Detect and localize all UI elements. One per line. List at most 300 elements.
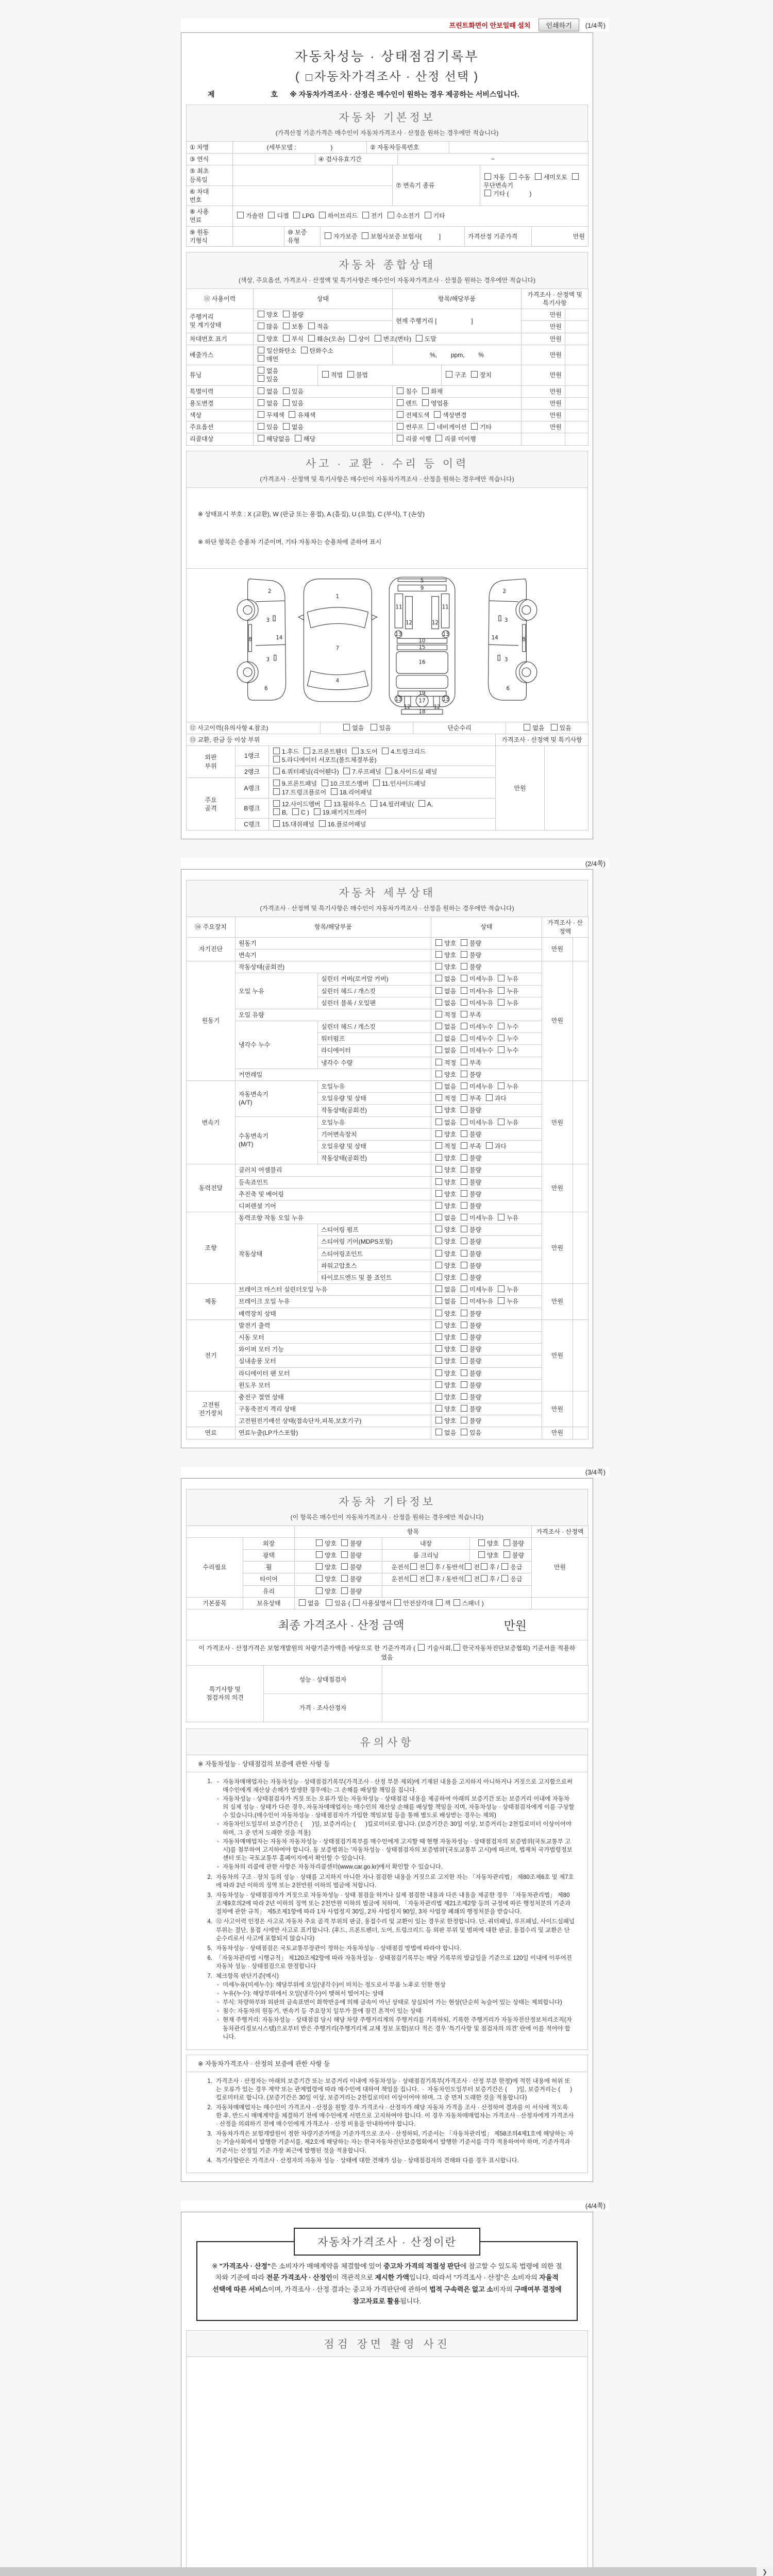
checkbox-icon[interactable] <box>435 987 442 994</box>
checkbox-icon[interactable] <box>461 1059 467 1065</box>
form-cell <box>565 409 589 421</box>
checkbox-icon[interactable] <box>524 724 530 731</box>
checkbox-icon[interactable] <box>435 1130 442 1137</box>
checkbox-icon[interactable] <box>435 1285 442 1292</box>
checkbox-icon[interactable] <box>435 1071 442 1077</box>
checkbox-icon[interactable] <box>397 411 404 418</box>
page-strip-2 <box>181 858 609 868</box>
checkbox-icon[interactable] <box>362 212 369 218</box>
checkbox-icon[interactable] <box>435 999 442 1006</box>
form-cell: 없음 미세누유 누유 <box>431 1296 542 1308</box>
checkbox-icon[interactable] <box>418 800 425 807</box>
checkbox-icon[interactable] <box>435 1094 442 1101</box>
checkbox-icon[interactable] <box>484 173 491 180</box>
checkbox-icon[interactable] <box>478 1551 485 1558</box>
form-cell: 가솔린 디젤 LPG 하이브리드 전기 수소전기 기타 <box>233 206 589 226</box>
checkbox-icon[interactable] <box>461 1250 467 1257</box>
diagram-part-number: 6 <box>264 686 268 692</box>
form-cell: 디퍼렌셜 기어 <box>236 1200 431 1212</box>
scrollbar-thumb[interactable] <box>0 2567 757 2576</box>
checkbox-icon[interactable] <box>461 1262 467 1268</box>
checkbox-icon[interactable] <box>461 1166 467 1173</box>
checkbox-icon[interactable] <box>435 1250 442 1257</box>
checkbox-icon[interactable] <box>341 1563 348 1570</box>
checkbox-icon[interactable] <box>435 1333 442 1340</box>
form-cell: 리콜대상 <box>187 433 254 445</box>
checkbox-icon[interactable] <box>435 1106 442 1113</box>
checkbox-icon[interactable] <box>461 1035 467 1041</box>
checkbox-icon[interactable] <box>319 820 326 827</box>
checkbox-icon[interactable] <box>306 74 312 81</box>
checkbox-icon[interactable] <box>481 1575 488 1582</box>
checkbox-icon[interactable] <box>258 423 264 430</box>
checkbox-icon[interactable] <box>461 1345 467 1352</box>
checkbox-icon[interactable] <box>273 788 280 795</box>
checkbox-icon[interactable] <box>461 987 467 994</box>
checkbox-icon[interactable] <box>435 1393 442 1400</box>
print-button[interactable]: 인쇄하기 <box>539 19 579 31</box>
form-cell <box>233 154 315 165</box>
checkbox-icon[interactable] <box>289 411 295 418</box>
diagram-part-number: 12 <box>432 620 439 626</box>
checkbox-icon[interactable] <box>322 779 328 786</box>
notice-block-2 <box>186 2055 588 2173</box>
form-cell: ① 차명 <box>187 142 233 154</box>
checkbox-icon[interactable] <box>446 371 452 378</box>
form-cell: 실린더 커버(로커암 커버) <box>318 973 431 985</box>
checkbox-icon[interactable] <box>461 1094 467 1101</box>
checkbox-icon[interactable] <box>258 347 264 353</box>
form-cell <box>382 1693 589 1722</box>
checkbox-icon[interactable] <box>461 1274 467 1280</box>
form-cell: ⑩ 보증 유형 <box>284 226 321 246</box>
checkbox-icon[interactable] <box>461 999 467 1006</box>
checkbox-icon[interactable] <box>341 1539 348 1546</box>
checkbox-icon[interactable] <box>397 387 404 394</box>
form-cell: 타이어 <box>243 1573 295 1585</box>
form-cell <box>233 185 393 206</box>
checkbox-icon[interactable] <box>461 1202 467 1209</box>
checkbox-icon[interactable] <box>461 1393 467 1400</box>
checkbox-icon[interactable] <box>394 1599 401 1606</box>
checkbox-icon[interactable] <box>501 1575 508 1582</box>
checkbox-icon[interactable] <box>258 335 264 342</box>
checkbox-icon[interactable] <box>435 963 442 970</box>
checkbox-icon[interactable] <box>435 975 442 981</box>
form-cell: 휠 <box>243 1562 295 1573</box>
checkbox-icon[interactable] <box>435 1190 442 1197</box>
form-cell: 윈도우 모터 <box>236 1379 431 1391</box>
checkbox-icon[interactable] <box>498 987 505 994</box>
checkbox-icon[interactable] <box>481 1563 488 1570</box>
checkbox-icon[interactable] <box>283 323 290 329</box>
checkbox-icon[interactable] <box>258 375 264 382</box>
checkbox-icon[interactable] <box>461 1369 467 1376</box>
checkbox-icon[interactable] <box>461 1321 467 1328</box>
form-cell: 만원 <box>522 397 565 409</box>
status-code-note-1: ※ 상태표시 부호 : X (교환), W (판금 또는 용접), A (흠집), U (요철), C (부식), T (손상) <box>198 510 425 518</box>
form-cell <box>565 385 589 397</box>
checkbox-icon[interactable] <box>498 975 505 981</box>
checkbox-icon[interactable] <box>435 1011 442 1018</box>
checkbox-icon[interactable] <box>283 311 290 317</box>
checkbox-icon[interactable] <box>426 1575 433 1582</box>
checkbox-icon[interactable] <box>273 779 280 786</box>
checkbox-icon[interactable] <box>461 1285 467 1292</box>
checkbox-icon[interactable] <box>341 1587 348 1594</box>
checkbox-icon[interactable] <box>422 399 429 406</box>
checkbox-icon[interactable] <box>435 1178 442 1185</box>
checkbox-icon[interactable] <box>316 1575 323 1582</box>
checkbox-icon[interactable] <box>435 1118 442 1125</box>
checkbox-icon[interactable] <box>273 748 280 754</box>
checkbox-icon[interactable] <box>258 323 264 329</box>
form-cell: 수리필요 <box>187 1537 243 1597</box>
form-cell: 고전원 전기장치 <box>187 1391 236 1427</box>
checkbox-icon[interactable] <box>461 1238 467 1244</box>
checkbox-icon[interactable] <box>301 347 308 353</box>
checkbox-icon[interactable] <box>347 371 354 378</box>
checkbox-icon[interactable] <box>435 1035 442 1041</box>
checkbox-icon[interactable] <box>461 939 467 946</box>
form-cell: 양호 불량 <box>431 961 542 973</box>
checkbox-icon[interactable] <box>371 800 377 807</box>
checkbox-icon[interactable] <box>436 1599 443 1606</box>
final-price-unit: 만원 <box>503 1618 527 1632</box>
notice-item: 4. ⑫ 사고이력 인정은 사고로 자동차 주요 골격 부위의 판금, 용접수리 및 교환이 있는 경우로 한정합니다. 단, 쿼터패널, 루프패널, 사이드실패널 부위는 절단, 용접 시에만 사고로 표기합니다. (후드, 프론트펜더, 도어, 트렁크리드 등 외판 부위 및 범퍼에 대한 판금, 용접수리 및 교환은 단순수리로서 사고에 포함되지 않습니다) <box>207 1919 577 1942</box>
checkbox-icon[interactable] <box>461 1417 467 1423</box>
checkbox-icon[interactable] <box>435 1226 442 1232</box>
checkbox-icon[interactable] <box>258 411 264 418</box>
checkbox-icon[interactable] <box>258 355 264 362</box>
checkbox-icon[interactable] <box>304 748 310 754</box>
form-cell: 파워고압호스 <box>318 1260 431 1272</box>
checkbox-icon[interactable] <box>435 1357 442 1364</box>
checkbox-icon[interactable] <box>273 756 280 762</box>
checkbox-icon[interactable] <box>435 1166 442 1173</box>
form-cell: 변속기 <box>236 949 431 961</box>
checkbox-icon[interactable] <box>435 1321 442 1328</box>
checkbox-icon[interactable] <box>435 1202 442 1209</box>
checkbox-icon[interactable] <box>435 1274 442 1280</box>
section-title: 자동차 기본정보 <box>339 112 435 124</box>
checkbox-icon[interactable] <box>385 768 392 774</box>
form-table <box>186 1665 589 1722</box>
section-subtitle: (색상, 주요옵션, 가격조사 · 산정액 및 특기사항은 매수인이 자동차가격조사 · 산정을 원하는 경우에만 적습니다) <box>238 276 536 284</box>
checkbox-icon[interactable] <box>461 951 467 958</box>
checkbox-icon[interactable] <box>498 999 505 1006</box>
checkbox-icon[interactable] <box>435 1262 442 1268</box>
diagram-part-number: 17 <box>418 698 426 704</box>
form-cell: 양호 불량 <box>295 1550 382 1562</box>
form-cell: ⑦ 변속기 종류 <box>393 165 480 206</box>
notice-block-title: ※ 자동차성능 · 상태점검의 보증에 관한 사항 등 <box>186 1755 588 1772</box>
horizontal-scrollbar[interactable] <box>0 2567 773 2576</box>
form-cell: 만원 <box>542 1164 573 1212</box>
checkbox-icon[interactable] <box>510 173 516 180</box>
checkbox-icon[interactable] <box>343 768 350 774</box>
checkbox-icon[interactable] <box>268 212 275 218</box>
form-cell: 고전원전기배선 상태(접속단자,피복,보호기구) <box>236 1415 431 1427</box>
checkbox-icon[interactable] <box>283 387 290 394</box>
checkbox-icon[interactable] <box>461 1381 467 1388</box>
checkbox-icon[interactable] <box>299 1599 306 1606</box>
checkbox-icon[interactable] <box>461 1046 467 1053</box>
checkbox-icon[interactable] <box>353 1599 360 1606</box>
checkbox-icon[interactable] <box>498 1118 505 1125</box>
checkbox-icon[interactable] <box>258 399 264 406</box>
checkbox-icon[interactable] <box>258 311 264 317</box>
notice-item: 4. 특기사항란은 가격조사 · 산정자의 자동차 성능 · 상태에 대한 견해가 성능 · 상태점검자의 견해와 다를 경우 표시합니다. <box>207 2157 519 2164</box>
form-cell: 15.대쉬패널 16.플로어패널 <box>269 819 496 831</box>
checkbox-icon[interactable] <box>435 1310 442 1316</box>
checkbox-icon[interactable] <box>465 1563 472 1570</box>
form-cell: 양호 불량 <box>431 1403 542 1415</box>
checkbox-icon[interactable] <box>461 1011 467 1018</box>
checkbox-icon[interactable] <box>435 1369 442 1376</box>
checkbox-icon[interactable] <box>461 1118 467 1125</box>
checkbox-icon[interactable] <box>331 788 338 795</box>
toolbar <box>181 18 609 31</box>
checkbox-icon[interactable] <box>484 190 491 196</box>
checkbox-icon[interactable] <box>503 1539 510 1546</box>
table-header-cell: 항목/해당부품 <box>236 917 431 937</box>
checkbox-icon[interactable] <box>426 1563 433 1570</box>
checkbox-icon[interactable] <box>435 1405 442 1412</box>
checkbox-icon[interactable] <box>397 399 404 406</box>
form-cell: 양호 불량 <box>431 1319 542 1331</box>
checkbox-icon[interactable] <box>498 1082 505 1089</box>
form-cell: 특별이력 <box>187 385 254 397</box>
checkbox-icon[interactable] <box>435 1154 442 1161</box>
checkbox-icon[interactable] <box>486 1142 493 1149</box>
diagram-part-number: 2 <box>267 588 272 595</box>
checkbox-icon[interactable] <box>461 1226 467 1232</box>
checkbox-icon[interactable] <box>292 808 299 815</box>
checkbox-icon[interactable] <box>434 411 441 418</box>
checkbox-icon[interactable] <box>316 1551 323 1558</box>
checkbox-icon[interactable] <box>461 1297 467 1304</box>
diagram-part-number: 3 <box>266 617 270 623</box>
checkbox-icon[interactable] <box>461 1154 467 1161</box>
checkbox-icon[interactable] <box>435 435 442 442</box>
form-cell: 가격조사 · 산정액 및 특기사항 <box>496 734 589 745</box>
checkbox-icon[interactable] <box>326 1599 332 1606</box>
checkbox-icon[interactable] <box>435 1046 442 1053</box>
checkbox-icon[interactable] <box>461 1142 467 1149</box>
form-cell: 연료 <box>187 1427 236 1439</box>
diagram-part-number: 19 <box>418 690 426 697</box>
checkbox-icon[interactable] <box>435 1417 442 1423</box>
diagram-part-number: 11 <box>442 604 449 610</box>
checkbox-icon[interactable] <box>295 435 301 442</box>
diagram-part-number: 15 <box>418 645 426 651</box>
checkbox-icon[interactable] <box>428 423 434 430</box>
checkbox-icon[interactable] <box>293 212 300 218</box>
checkbox-icon[interactable] <box>316 1587 323 1594</box>
checkbox-icon[interactable] <box>349 335 356 342</box>
checkbox-icon[interactable] <box>503 1551 510 1558</box>
checkbox-icon[interactable] <box>397 423 404 430</box>
checkbox-icon[interactable] <box>435 1214 442 1221</box>
checkbox-icon[interactable] <box>486 1094 493 1101</box>
checkbox-icon[interactable] <box>416 335 423 342</box>
checkbox-icon[interactable] <box>435 1429 442 1435</box>
checkbox-icon[interactable] <box>273 768 280 774</box>
opinions-table <box>186 1665 588 1722</box>
checkbox-icon[interactable] <box>258 435 264 442</box>
checkbox-icon[interactable] <box>322 371 329 378</box>
checkbox-icon[interactable] <box>471 423 478 430</box>
checkbox-icon[interactable] <box>283 335 290 342</box>
form-cell: 주요옵션 <box>187 421 254 433</box>
checkbox-icon[interactable] <box>418 1644 425 1651</box>
checkbox-icon[interactable] <box>273 808 280 815</box>
checkbox-icon[interactable] <box>435 939 442 946</box>
form-cell: 제동 <box>187 1284 236 1320</box>
checkbox-icon[interactable] <box>435 1142 442 1149</box>
checkbox-icon[interactable] <box>461 1130 467 1137</box>
checkbox-icon[interactable] <box>410 1563 417 1570</box>
checkbox-icon[interactable] <box>461 1023 467 1029</box>
checkbox-icon[interactable] <box>498 1046 505 1053</box>
final-price-label: 최종 가격조사 · 산정 금액 <box>278 1618 405 1632</box>
checkbox-icon[interactable] <box>461 975 467 981</box>
diagram-part-number: 12 <box>406 620 412 626</box>
form-cell: 1랭크 <box>236 745 269 766</box>
checkbox-icon[interactable] <box>435 1082 442 1089</box>
checkbox-icon[interactable] <box>425 212 431 218</box>
checkbox-icon[interactable] <box>435 951 442 958</box>
install-plugin-link[interactable]: 프린트화면이 안보일때 설치 <box>449 21 531 29</box>
checkbox-icon[interactable] <box>471 371 478 378</box>
checkbox-icon[interactable] <box>461 1106 467 1113</box>
checkbox-icon[interactable] <box>343 724 350 731</box>
form-cell: 만원 <box>522 385 565 397</box>
form-cell: 현재 주행거리 [ ] <box>393 309 522 333</box>
checkbox-icon[interactable] <box>258 367 264 374</box>
checkbox-icon[interactable] <box>273 800 280 807</box>
checkbox-icon[interactable] <box>461 1405 467 1412</box>
checkbox-icon[interactable] <box>397 435 404 442</box>
checkbox-icon[interactable] <box>422 387 429 394</box>
form-cell: 실린더 헤드 / 개스킷 <box>318 985 431 997</box>
form-cell: 만원 <box>522 409 565 421</box>
checkbox-icon[interactable] <box>461 1357 467 1364</box>
checkbox-icon[interactable] <box>435 1059 442 1065</box>
checkbox-icon[interactable] <box>388 212 394 218</box>
checkbox-icon[interactable] <box>410 1575 417 1582</box>
checkbox-icon[interactable] <box>498 1214 505 1221</box>
form-cell: ② 자동차등록번호 <box>367 142 449 154</box>
checkbox-icon[interactable] <box>461 963 467 970</box>
detail-state-table <box>186 917 588 1439</box>
form-table <box>186 745 589 831</box>
checkbox-icon[interactable] <box>453 1599 460 1606</box>
page-indicator-2: (2/4쪽) <box>585 859 606 868</box>
checkbox-icon[interactable] <box>435 1297 442 1304</box>
checkbox-icon[interactable] <box>314 808 321 815</box>
diagram-part-number: 2 <box>502 588 507 595</box>
form-cell: 원동기 <box>236 937 431 949</box>
checkbox-icon[interactable] <box>498 1023 505 1029</box>
diagram-part-number: 18 <box>418 709 426 715</box>
checkbox-icon[interactable] <box>325 800 331 807</box>
checkbox-icon[interactable] <box>308 335 315 342</box>
checkbox-icon[interactable] <box>501 1563 508 1570</box>
form-cell: 없음 있음 <box>254 365 318 385</box>
form-table <box>186 722 589 734</box>
checkbox-icon[interactable] <box>362 232 368 239</box>
checkbox-icon[interactable] <box>461 1178 467 1185</box>
checkbox-icon[interactable] <box>453 1644 460 1651</box>
checkbox-icon[interactable] <box>316 1539 323 1546</box>
definition-box-title: 자동차가격조사 · 산정이란 <box>294 2228 480 2256</box>
checkbox-icon[interactable] <box>352 748 359 754</box>
checkbox-icon[interactable] <box>308 323 315 329</box>
checkbox-icon[interactable] <box>461 1082 467 1089</box>
checkbox-icon[interactable] <box>341 1575 348 1582</box>
checkbox-icon[interactable] <box>319 212 326 218</box>
checkbox-icon[interactable] <box>237 212 244 218</box>
form-cell <box>573 1319 589 1391</box>
checkbox-icon[interactable] <box>341 1551 348 1558</box>
checkbox-icon[interactable] <box>283 399 290 406</box>
form-cell: 없음 있음 <box>431 1427 542 1439</box>
checkbox-icon[interactable] <box>461 1214 467 1221</box>
checkbox-icon[interactable] <box>373 779 380 786</box>
checkbox-icon[interactable] <box>435 1345 442 1352</box>
checkbox-icon[interactable] <box>551 724 558 731</box>
checkbox-icon[interactable] <box>371 724 377 731</box>
form-cell: 주요 골격 <box>187 778 236 831</box>
checkbox-icon[interactable] <box>375 335 381 342</box>
form-cell: 양호 불량 <box>470 1550 532 1562</box>
form-cell <box>522 433 565 445</box>
checkbox-icon[interactable] <box>572 173 579 180</box>
checkbox-icon[interactable] <box>465 1575 472 1582</box>
form-cell: 작동상태(공회전) <box>318 1105 431 1116</box>
checkbox-icon[interactable] <box>325 232 331 239</box>
form-cell: 연료누출(LP가스포함) <box>236 1427 431 1439</box>
checkbox-icon[interactable] <box>283 423 290 430</box>
form-cell: ⑥ 차대 번호 <box>187 185 233 206</box>
checkbox-icon[interactable] <box>461 1333 467 1340</box>
form-cell: A랭크 <box>236 778 269 798</box>
checkbox-icon[interactable] <box>316 1563 323 1570</box>
checkbox-icon[interactable] <box>498 1297 505 1304</box>
checkbox-icon[interactable] <box>435 1023 442 1029</box>
checkbox-icon[interactable] <box>273 820 280 827</box>
checkbox-icon[interactable] <box>498 1035 505 1041</box>
checkbox-icon[interactable] <box>461 1310 467 1316</box>
checkbox-icon[interactable] <box>382 748 389 754</box>
checkbox-icon[interactable] <box>435 1381 442 1388</box>
checkbox-icon[interactable] <box>258 387 264 394</box>
checkbox-icon[interactable] <box>478 1539 485 1546</box>
checkbox-icon[interactable] <box>535 173 542 180</box>
checkbox-icon[interactable] <box>461 1429 467 1435</box>
checkbox-icon[interactable] <box>498 1285 505 1292</box>
form-cell: ④ 검사유효기간 <box>315 154 398 165</box>
section-basic-header <box>186 105 588 142</box>
checkbox-icon[interactable] <box>461 1190 467 1197</box>
checkbox-icon[interactable] <box>435 1238 442 1244</box>
scrollbar-right-arrow-icon[interactable]: ❯ <box>762 2568 768 2575</box>
form-table <box>186 917 589 961</box>
checkbox-icon[interactable] <box>461 1071 467 1077</box>
form-cell: 없음 미세누유 누유 <box>431 985 542 997</box>
